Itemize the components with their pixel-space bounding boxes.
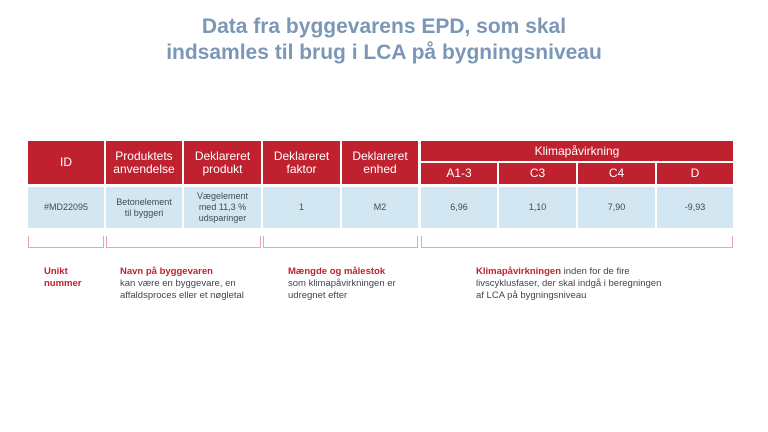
note-klima (476, 266, 661, 302)
header-produktets-anvendelse (106, 141, 182, 184)
cell-anvendelse-line-2: til byggeri (124, 207, 164, 218)
note-id-line-2: nummer (44, 278, 82, 289)
cell-a1-3 (421, 187, 497, 228)
cell-d-value: -9,93 (684, 202, 706, 212)
note-klima-heading: Klimapåvirkningen (476, 266, 561, 277)
cell-anvendelse (106, 187, 182, 228)
header-faktor-line-2: faktor (286, 161, 317, 176)
header-produkt-line-2: produkt (202, 161, 243, 176)
slide-title-line-1: Data fra byggevarens EPD, som skal (201, 15, 567, 38)
header-klimapavirkning-label: Klimapåvirkning (534, 143, 620, 158)
cell-c3 (499, 187, 576, 228)
note-maengde-line-2: udregnet efter (288, 290, 348, 301)
header-d (657, 163, 733, 184)
header-id-label: ID (60, 155, 72, 169)
header-klimapavirkning (421, 141, 733, 161)
note-klima-line-1-rest: inden for de fire (561, 266, 630, 277)
header-produkt-line-1: Deklareret (194, 148, 251, 163)
header-c3-label: C3 (529, 166, 546, 180)
header-produktets-anvendelse-label (113, 150, 174, 176)
header-deklareret-produkt-label (195, 150, 250, 176)
slide-title (0, 14, 768, 66)
bracket-maengde (263, 236, 418, 248)
cell-c4 (578, 187, 655, 228)
header-deklareret-produkt (184, 141, 261, 184)
note-id (44, 266, 81, 290)
header-enhed-line-1: Deklareret (352, 148, 408, 163)
header-deklareret-faktor (263, 141, 340, 184)
note-navn (120, 266, 244, 302)
cell-produkt-line-1: Vægelement (196, 191, 249, 201)
bracket-id (28, 236, 104, 248)
note-maengde-line-1: som klimapåvirkningen er (288, 278, 396, 289)
cell-d (657, 187, 733, 228)
header-faktor-line-1: Deklareret (273, 148, 330, 163)
header-a1-3 (421, 163, 497, 184)
header-d-label: D (690, 166, 700, 180)
cell-c4-value: 7,90 (607, 202, 626, 212)
note-maengde-heading: Mængde og målestok (288, 266, 386, 277)
bracket-navn (106, 236, 261, 248)
header-enhed-line-2: enhed (363, 161, 397, 176)
note-navn-line-1: kan være en byggevare, en (120, 278, 236, 289)
header-anvendelse-line-2: anvendelse (113, 161, 175, 176)
cell-enhed (342, 187, 418, 228)
header-c4-label: C4 (608, 166, 625, 180)
cell-a1-3-value: 6,96 (450, 202, 468, 212)
cell-c3-value: 1,10 (528, 202, 547, 212)
cell-id-value: #MD22095 (43, 202, 89, 212)
cell-id (28, 187, 104, 228)
note-navn-heading: Navn på byggevaren (120, 266, 213, 277)
cell-produkt-line-2: med 11,3 % (198, 202, 247, 212)
header-c4 (578, 163, 655, 184)
header-deklareret-enhed (342, 141, 418, 184)
header-deklareret-enhed-label (352, 150, 407, 176)
cell-produkt (184, 187, 261, 228)
cell-faktor-value: 1 (298, 202, 304, 212)
cell-faktor (263, 187, 340, 228)
note-id-line-1: Unikt (44, 266, 68, 277)
cell-produkt-value (197, 191, 248, 224)
note-maengde (288, 266, 396, 302)
cell-produkt-line-3: udsparinger (198, 213, 247, 223)
cell-anvendelse-line-1: Betonelement (116, 196, 172, 207)
header-anvendelse-line-1: Produktets (115, 148, 173, 163)
header-a1-3-label: A1-3 (446, 166, 472, 180)
header-deklareret-faktor-label (274, 150, 329, 176)
header-c3 (499, 163, 576, 184)
cell-enhed-value: M2 (373, 202, 387, 212)
note-klima-line-2: livscyklusfaser, der skal indgå i beregningen (476, 278, 662, 289)
slide-title-line-2: indsamles til brug i LCA på bygningsniveau (166, 41, 602, 64)
cell-anvendelse-value (116, 197, 172, 219)
header-id (28, 141, 104, 184)
note-klima-line-3: af LCA på bygningsniveau (476, 290, 587, 301)
note-navn-line-2: affaldsproces eller et nøgletal (120, 290, 244, 301)
bracket-klima (421, 236, 733, 248)
